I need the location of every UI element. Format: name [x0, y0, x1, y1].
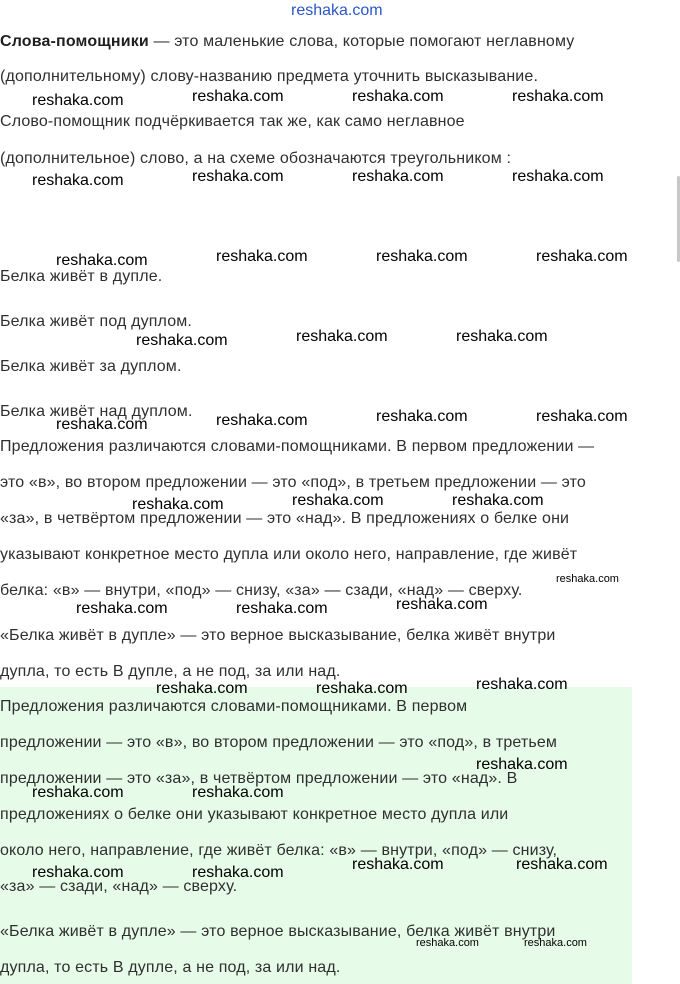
watermark: reshaka.com	[192, 864, 284, 881]
answer-line-8: дупла, то есть В дупле, а не под, за или над.	[0, 959, 341, 976]
definition-line-4: (дополнительное) слово, а на схеме обозначаются треугольником :	[0, 150, 512, 167]
watermark: reshaka.com	[556, 573, 619, 585]
watermark: reshaka.com	[32, 172, 124, 189]
watermark: reshaka.com	[536, 408, 628, 425]
answer-line-5: около него, направление, где живёт белка: «в» — внутри, «под» — снизу,	[0, 842, 558, 859]
watermark: reshaka.com	[216, 412, 308, 429]
watermark: reshaka.com	[416, 937, 479, 949]
watermark: reshaka.com	[476, 756, 568, 773]
watermark: reshaka.com	[192, 784, 284, 801]
example-sentence-3: Белка живёт за дуплом.	[0, 358, 182, 375]
watermark: reshaka.com	[32, 784, 124, 801]
answer-line-6: «за» — сзади, «над» — сверху.	[0, 878, 238, 895]
watermark: reshaka.com	[376, 408, 468, 425]
watermark: reshaka.com	[32, 92, 124, 109]
watermark: reshaka.com	[236, 600, 328, 617]
watermark: reshaka.com	[476, 676, 568, 693]
explanation-line-1: Предложения различаются словами-помощниками. В первом предложении —	[0, 438, 595, 455]
watermark: reshaka.com	[136, 332, 228, 349]
watermark: reshaka.com	[56, 416, 148, 433]
watermark: reshaka.com	[56, 252, 148, 269]
example-sentence-1: Белка живёт в дупле.	[0, 268, 163, 285]
definition-line-1	[0, 32, 574, 52]
watermark: reshaka.com	[192, 168, 284, 185]
answer-line-1: Предложения различаются словами-помощниками. В первом	[0, 698, 468, 715]
watermark: reshaka.com	[524, 937, 587, 949]
watermark: reshaka.com	[512, 88, 604, 105]
watermark: reshaka.com	[316, 680, 408, 697]
definition-line-3: Слово-помощник подчёркивается так же, как само неглавное	[0, 113, 465, 130]
answer-line-2: предложении — это «в», во втором предложении — это «под», в третьем	[0, 734, 558, 751]
watermark: reshaka.com	[456, 328, 548, 345]
explanation-line-4: указывают конкретное место дупла или около него, направление, где живёт	[0, 546, 578, 563]
conclusion-line-2: дупла, то есть В дупле, а не под, за или над.	[0, 663, 341, 680]
watermark: reshaka.com	[352, 168, 444, 185]
watermark: reshaka.com	[292, 492, 384, 509]
watermark: reshaka.com	[192, 88, 284, 105]
conclusion-line-1: «Белка живёт в дупле» — это верное высказывание, белка живёт внутри	[0, 627, 556, 644]
watermark: reshaka.com	[352, 88, 444, 105]
definition-line-2: (дополнительному) слову-названию предмета уточнить высказывание.	[0, 68, 539, 85]
explanation-line-2: это «в», во втором предложении — это «под», в третьем предложении — это	[0, 474, 586, 491]
watermark: reshaka.com	[32, 864, 124, 881]
watermark: reshaka.com	[216, 248, 308, 265]
watermark: reshaka.com	[76, 600, 168, 617]
watermark: reshaka.com	[376, 248, 468, 265]
site-watermark: reshaka.com	[291, 2, 383, 19]
example-sentence-4: Белка живёт над дуплом.	[0, 403, 193, 420]
watermark: reshaka.com	[156, 680, 248, 697]
watermark: reshaka.com	[512, 168, 604, 185]
watermark: reshaka.com	[132, 496, 224, 513]
example-sentence-2: Белка живёт под дуплом.	[0, 313, 193, 330]
watermark: reshaka.com	[396, 596, 488, 613]
answer-line-3: предложении — это «за», в четвёртом предложении — это «над». В	[0, 770, 518, 787]
watermark: reshaka.com	[536, 248, 628, 265]
watermark: reshaka.com	[452, 492, 544, 509]
answer-line-4: предложениях о белке они указывают конкретное место дупла или	[0, 806, 509, 823]
watermark: reshaka.com	[352, 856, 444, 873]
watermark: reshaka.com	[516, 856, 608, 873]
definition-term: Слова-помощники	[0, 33, 149, 50]
watermark: reshaka.com	[296, 328, 388, 345]
answer-line-7: «Белка живёт в дупле» — это верное высказывание, белка живёт внутри	[0, 923, 556, 940]
explanation-line-5: белка: «в» — внутри, «под» — снизу, «за» — сзади, «над» — сверху.	[0, 582, 523, 599]
explanation-line-3: «за», в четвёртом предложении — это «над». В предложениях о белке они	[0, 510, 570, 527]
definition-text: — это маленькие слова, которые помогают неглавному	[148, 33, 575, 50]
